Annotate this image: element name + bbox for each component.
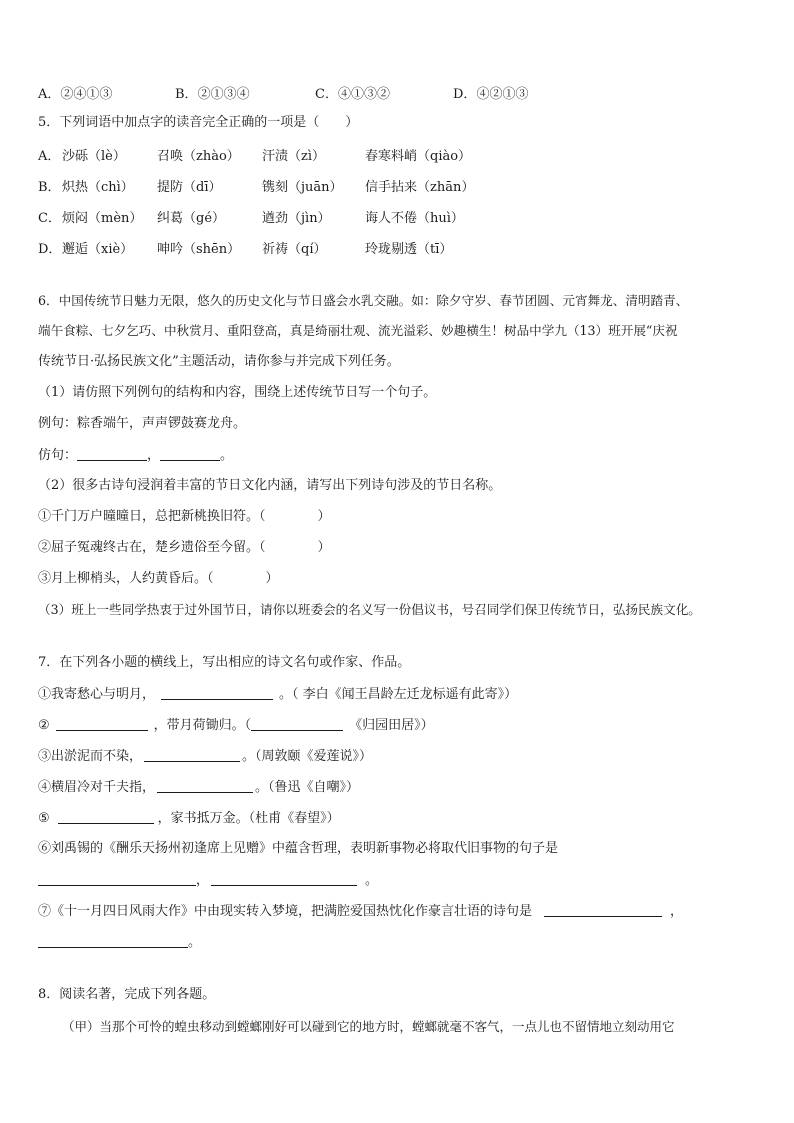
answer-blank[interactable] (157, 778, 253, 793)
q6-poem-1: ①千门万户曈曈日，总把新桃换旧符。（ ） (38, 509, 331, 524)
q6-sub3: （3）班上一些同学热衷于过外国节日，请你以班委会的名义写一份倡议书，号召同学们保卫传统节日，弘扬民族文化。 (38, 602, 701, 617)
answer-blank[interactable] (251, 716, 343, 731)
q6-example: 例句：粽香端午，声声锣鼓赛龙舟。 (38, 416, 247, 431)
q6-intro-line-2: 端午食粽、七夕乞巧、中秋赏月、重阳登高，真是绮丽壮观、流光溢彩、妙趣横生！树品中学九（13）班开展“庆祝 (38, 323, 678, 338)
q7-item-7-answer: 。 (38, 933, 201, 952)
q7-item-5: ⑤ ，家书抵万金。（杜甫《春望》） (38, 811, 340, 826)
q6-intro-line-3: 传统节日·弘扬民族文化”主题活动，请你参与并完成下列任务。 (38, 354, 400, 369)
q6-imitate: 仿句： ， 。 (38, 448, 234, 463)
q6-sub1: （1）请仿照下列例句的结构和内容，围绕上述传统节日写一个句子。 (38, 385, 437, 400)
q4-option-d: D．④②①③ (453, 87, 529, 102)
q7-item-6-answer: ， 。 (38, 871, 378, 890)
q7-item-3: ③出淤泥而不染， 。（周敦颐《爱莲说》） (38, 749, 373, 764)
q8-stem: 8．阅读名著，完成下列各题。 (38, 987, 216, 1002)
q7-item-4: ④横眉冷对千夫指， 。（鲁迅《自嘲》） (38, 780, 360, 795)
q4-option-a: A．②④①③ (38, 87, 113, 102)
q7-item-6: ⑥刘禹锡的《酬乐天扬州初逢席上见赠》中蕴含哲理，表明新事物必将取代旧事物的句子是 (38, 841, 559, 856)
q4-option-b: B．②①③④ (175, 87, 250, 102)
q5-stem: 5．下列词语中加点字的读音完全正确的一项是（ ） (38, 115, 359, 130)
q7-item-1: ①我寄愁心与明月， 。（ 李白《闻王昌龄左迁龙标遥有此寄》） (38, 687, 518, 702)
answer-blank[interactable] (144, 747, 240, 762)
q7-stem: 7．在下列各小题的横线上，写出相应的诗文名句或作家、作品。 (38, 655, 411, 670)
answer-blank[interactable] (544, 902, 662, 917)
answer-blank[interactable] (38, 933, 188, 948)
q8-passage: （甲）当那个可怜的蝗虫移动到螳螂刚好可以碰到它的地方时，螳螂就毫不客气，一点儿也不留情地立刻动用它 (62, 1019, 675, 1034)
answer-blank[interactable] (56, 716, 148, 731)
answer-blank[interactable] (160, 446, 220, 461)
q7-item-7: ⑦《十一月四日风雨大作》中由现实转入梦境，把满腔爱国热忱化作豪言壮语的诗句是 ， (38, 904, 684, 919)
answer-blank[interactable] (77, 446, 147, 461)
q6-intro-line-1: 6．中国传统节日魅力无限，悠久的历史文化与节日盛会水乳交融。如：除夕守岁、春节团圆、元宵舞龙、清明踏青、 (38, 293, 689, 308)
answer-blank[interactable] (211, 871, 357, 886)
answer-blank[interactable] (161, 685, 273, 700)
answer-blank[interactable] (38, 871, 196, 886)
q6-poem-2: ②屈子冤魂终古在，楚乡遗俗至今留。（ ） (38, 540, 331, 555)
q6-sub2: （2）很多古诗句浸润着丰富的节日文化内涵，请写出下列诗句涉及的节日名称。 (38, 478, 502, 493)
answer-blank[interactable] (58, 809, 154, 824)
q4-option-c: C．④①③② (315, 87, 390, 102)
q7-item-2: ② ，带月荷锄归。（ 《归园田居》） (38, 718, 434, 733)
q6-poem-3: ③月上柳梢头，人约黄昏后。（ ） (38, 571, 279, 586)
